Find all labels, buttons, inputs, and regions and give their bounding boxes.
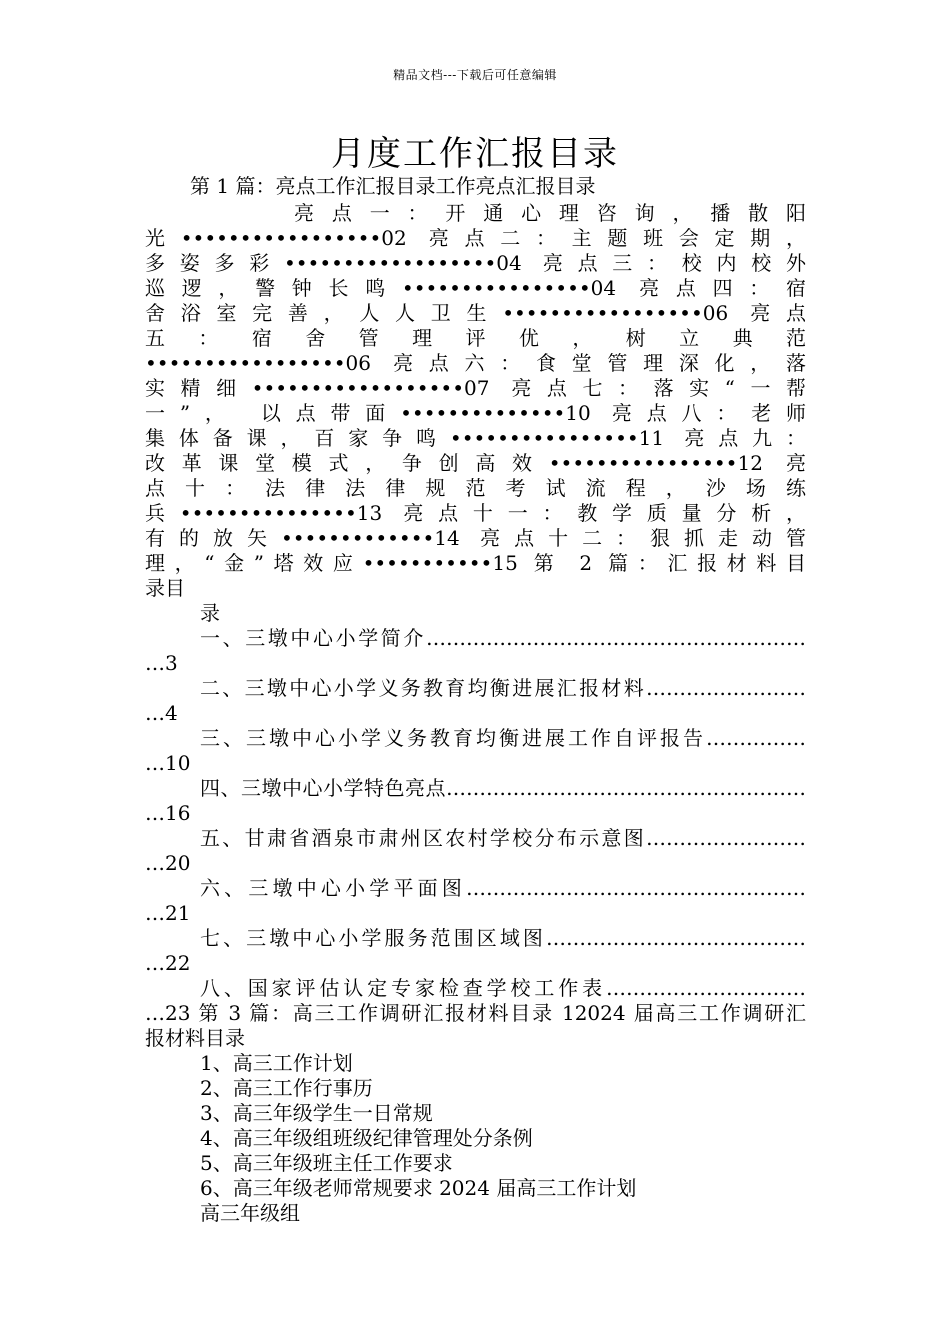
list-item: 1、高三工作计划 (200, 1051, 353, 1075)
list-item: 4、高三年级组班级纪律管理处分条例 (200, 1126, 533, 1150)
toc-page-number: …4 (145, 701, 178, 725)
toc-entry: 一、三墩中心小学简介………………………………………………… (200, 626, 806, 650)
toc-line: 舍浴室完善，人人卫生•••••••••••••••••06 亮点 (145, 301, 806, 325)
toc-line: 有的放矢•••••••••••••14 亮点十二：狠抓走动管 (145, 526, 806, 550)
toc-line: •••••••••••••••••06 亮点六：食堂管理深化，落 (145, 351, 806, 375)
toc-page-number: …22 (145, 951, 191, 975)
toc-page-number: …10 (145, 751, 191, 775)
page-header: 精品文档---下载后可任意编辑 (393, 68, 557, 82)
toc-entry: 四、三墩中心小学特色亮点……………………………………………… (200, 776, 806, 800)
section-1-heading: 第 1 篇：亮点工作汇报目录工作亮点汇报目录 (190, 174, 596, 198)
toc-entry: 八、国家评估认定专家检查学校工作表………………………… (200, 976, 806, 1000)
list-item: 3、高三年级学生一日常规 (200, 1101, 433, 1125)
toc-line: 点 十 ： 法 律 法 律 规 范 考 试 流 程 ， 沙 场 练 (145, 476, 806, 500)
list-item: 高三年级组 (200, 1201, 300, 1225)
toc-line: 改革课堂模式，争创高效••••••••••••••••12 亮 (145, 451, 806, 475)
toc-line: 录目 (145, 576, 185, 600)
toc-page-number: …3 (145, 651, 178, 675)
document-title: 月度工作汇报目录 (331, 134, 619, 174)
toc-line: 实精细••••••••••••••••••07 亮点七：落实“一帮 (145, 376, 806, 400)
toc-page-number: …20 (145, 851, 191, 875)
toc-entry: 三、三墩中心小学义务教育均衡进展工作自评报告…………… (200, 726, 806, 750)
toc-line: 亮 点 一 ： 开 通 心 理 咨 询 ， 播 散 阳 (294, 201, 806, 225)
toc-page-number: …21 (145, 901, 191, 925)
toc-line: 报材料目录 (145, 1026, 245, 1050)
toc-line: 光•••••••••••••••••02 亮点二：主题班会定期， (145, 226, 806, 250)
toc-entry: 二、三墩中心小学义务教育均衡进展汇报材料…………………… (200, 676, 806, 700)
toc-line: 巡逻，警钟长鸣••••••••••••••••04 亮点四：宿 (145, 276, 806, 300)
toc-line: 五 ： 宿 舍 管 理 评 优 ， 树 立 典 范 (145, 326, 806, 350)
toc-line: 多姿多彩••••••••••••••••••04 亮点三：校内校外 (145, 251, 806, 275)
toc-line: 理，“金”塔效应•••••••••••15 第 2 篇：汇报材料目 (145, 551, 806, 575)
toc-entry: 七、三墩中心小学服务范围区域图………………………………… (200, 926, 806, 950)
toc-page-number: …16 (145, 801, 191, 825)
list-item: 6、高三年级老师常规要求 2024 届高三工作计划 (200, 1176, 637, 1200)
toc-line: …23 第 3 篇：高三工作调研汇报材料目录 12024 届高三工作调研汇 (145, 1001, 806, 1025)
toc-line: 一”， 以点带面••••••••••••••10 亮点八：老师 (145, 401, 806, 425)
toc-entry: 六、三墩中心小学平面图…………………………………………… (200, 876, 806, 900)
list-item: 5、高三年级班主任工作要求 (200, 1151, 453, 1175)
toc-line: 录 (200, 601, 220, 625)
toc-entry: 五、甘肃省酒泉市肃州区农村学校分布示意图…………………… (200, 826, 806, 850)
toc-line: 集体备课，百家争鸣••••••••••••••••11 亮点九： (145, 426, 806, 450)
list-item: 2、高三工作行事历 (200, 1076, 373, 1100)
toc-line: 兵•••••••••••••••13 亮点十一：教学质量分析， (145, 501, 806, 525)
